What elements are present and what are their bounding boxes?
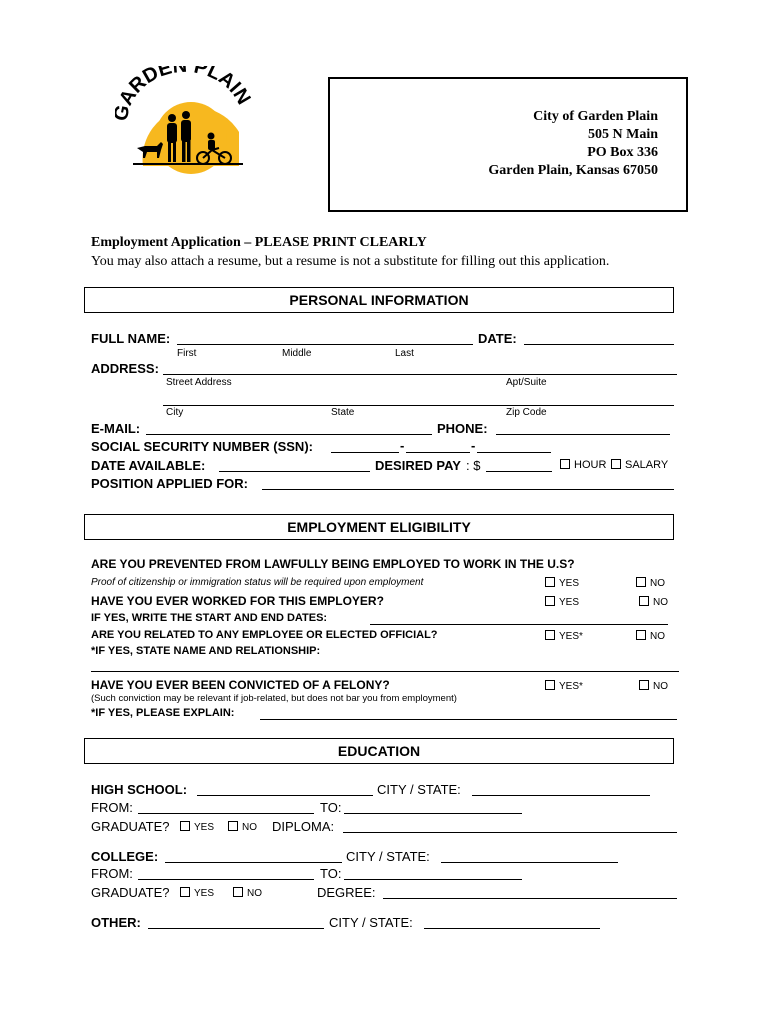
- ssn-label: SOCIAL SECURITY NUMBER (SSN):: [91, 439, 313, 454]
- desired-pay-field[interactable]: [486, 471, 552, 472]
- no-label: NO: [650, 631, 665, 642]
- full-name-field[interactable]: [177, 344, 473, 345]
- last-caption: Last: [395, 348, 414, 359]
- college-to-field[interactable]: [344, 879, 522, 880]
- college-label: COLLEGE:: [91, 849, 159, 864]
- q3-relationship-field[interactable]: [91, 671, 679, 672]
- zip-caption: Zip Code: [506, 407, 547, 418]
- middle-caption: Middle: [282, 348, 312, 359]
- high-school-field[interactable]: [197, 795, 373, 796]
- no-label: NO: [247, 888, 262, 899]
- address-line: 505 N Main: [588, 127, 658, 142]
- no-label: NO: [650, 578, 665, 589]
- ssn-field-3[interactable]: [477, 452, 551, 453]
- phone-label: PHONE:: [437, 421, 488, 436]
- checkbox-icon[interactable]: [228, 821, 238, 831]
- other-label: OTHER:: [91, 915, 141, 930]
- ssn-field-1[interactable]: [331, 452, 399, 453]
- q1-yes[interactable]: [545, 577, 579, 589]
- college-to-label: TO:: [320, 866, 342, 881]
- q2-dates-field[interactable]: [370, 624, 668, 625]
- apt-caption: Apt/Suite: [506, 377, 547, 388]
- street-field[interactable]: [163, 374, 677, 375]
- q2-dates-label: IF YES, WRITE THE START AND END DATES:: [91, 612, 328, 624]
- hs-graduate-no[interactable]: [228, 821, 257, 833]
- address-box: [328, 77, 688, 212]
- checkbox-icon[interactable]: [545, 680, 555, 690]
- degree-label: DEGREE:: [317, 885, 376, 900]
- diploma-label: DIPLOMA:: [272, 819, 335, 834]
- section-education-heading: EDUCATION: [84, 738, 674, 764]
- college-city-state-label: CITY / STATE:: [346, 849, 430, 864]
- hs-to-label: TO:: [320, 800, 342, 815]
- q4-no[interactable]: [639, 680, 668, 692]
- ssn-dash: -: [471, 438, 476, 453]
- checkbox-icon[interactable]: [611, 459, 621, 469]
- q1-no[interactable]: [636, 577, 665, 589]
- hour-label: HOUR: [574, 459, 607, 471]
- college-graduate-label: GRADUATE?: [91, 885, 170, 900]
- hs-graduate-yes[interactable]: [180, 821, 214, 833]
- checkbox-icon[interactable]: [233, 887, 243, 897]
- q4-explain-label: *IF YES, PLEASE EXPLAIN:: [91, 707, 235, 719]
- q3-label: ARE YOU RELATED TO ANY EMPLOYEE OR ELECTED OFFICIAL?: [91, 629, 438, 641]
- yes-label: YES*: [559, 681, 583, 692]
- checkbox-icon[interactable]: [560, 459, 570, 469]
- q4-explain-field[interactable]: [260, 719, 677, 720]
- yes-label: YES: [559, 578, 580, 589]
- ssn-field-2[interactable]: [406, 452, 470, 453]
- college-graduate-yes[interactable]: [180, 887, 214, 899]
- address-label: ADDRESS:: [91, 361, 159, 376]
- hs-from-field[interactable]: [138, 813, 314, 814]
- checkbox-icon[interactable]: [180, 887, 190, 897]
- svg-text:GARDEN PLAIN: ARDEN PLAIN: [115, 66, 255, 110]
- checkbox-icon[interactable]: [545, 577, 555, 587]
- state-caption: State: [331, 407, 355, 418]
- college-from-label: FROM:: [91, 866, 133, 881]
- college-graduate-no[interactable]: [233, 887, 262, 899]
- form-subtitle: You may also attach a resume, but a resume is not a substitute for filling out this application.: [91, 254, 610, 269]
- position-field[interactable]: [262, 489, 674, 490]
- date-field[interactable]: [524, 344, 674, 345]
- pay-dollar: : $: [466, 458, 481, 473]
- desired-pay-label: DESIRED PAY: [375, 458, 461, 473]
- first-caption: First: [177, 348, 197, 359]
- q1-note: Proof of citizenship or immigration status will be required upon employment: [91, 577, 424, 588]
- hs-graduate-label: GRADUATE?: [91, 819, 170, 834]
- checkbox-icon[interactable]: [180, 821, 190, 831]
- checkbox-icon[interactable]: [545, 596, 555, 606]
- checkbox-icon[interactable]: [545, 630, 555, 640]
- yes-label: YES*: [559, 631, 583, 642]
- diploma-field[interactable]: [343, 832, 677, 833]
- position-label: POSITION APPLIED FOR:: [91, 476, 248, 491]
- address-line: City of Garden Plain: [533, 109, 658, 124]
- garden-plain-logo: [115, 66, 255, 176]
- other-city-state-label: CITY / STATE:: [329, 915, 413, 930]
- ssn-dash: -: [400, 438, 405, 453]
- other-field[interactable]: [148, 928, 324, 929]
- yes-label: YES: [194, 822, 215, 833]
- address-line: PO Box 336: [587, 145, 658, 160]
- college-field[interactable]: [165, 862, 342, 863]
- hs-city-state-label: CITY / STATE:: [377, 782, 461, 797]
- full-name-label: FULL NAME:: [91, 331, 171, 346]
- yes-label: YES: [559, 597, 580, 608]
- q1-label: ARE YOU PREVENTED FROM LAWFULLY BEING EMPLOYED TO WORK IN THE U.S?: [91, 557, 575, 571]
- q4-yes[interactable]: [545, 680, 583, 692]
- high-school-label: HIGH SCHOOL:: [91, 782, 188, 797]
- date-available-field[interactable]: [219, 471, 370, 472]
- q4-note: (Such conviction may be relevant if job-related, but does not bar you from employment): [91, 693, 457, 704]
- checkbox-icon[interactable]: [636, 577, 646, 587]
- email-field[interactable]: [146, 434, 432, 435]
- no-label: NO: [653, 681, 668, 692]
- address-line: Garden Plain, Kansas 67050: [488, 163, 658, 178]
- phone-field[interactable]: [496, 434, 670, 435]
- section-eligibility-heading: EMPLOYMENT ELIGIBILITY: [84, 514, 674, 540]
- q2-yes[interactable]: [545, 596, 579, 608]
- email-label: E-MAIL:: [91, 421, 141, 436]
- q3-yes[interactable]: [545, 630, 583, 642]
- hs-to-field[interactable]: [344, 813, 522, 814]
- hs-from-label: FROM:: [91, 800, 133, 815]
- city-state-zip-field[interactable]: [163, 405, 674, 406]
- date-label: DATE:: [478, 331, 517, 346]
- city-caption: City: [166, 407, 184, 418]
- date-available-label: DATE AVAILABLE:: [91, 458, 206, 473]
- q2-label: HAVE YOU EVER WORKED FOR THIS EMPLOYER?: [91, 594, 384, 608]
- q4-label: HAVE YOU EVER BEEN CONVICTED OF A FELONY?: [91, 678, 390, 692]
- no-label: NO: [242, 822, 257, 833]
- college-city-state-field[interactable]: [441, 862, 618, 863]
- checkbox-icon[interactable]: [639, 680, 649, 690]
- hour-option[interactable]: [560, 459, 606, 471]
- degree-field[interactable]: [383, 898, 677, 899]
- checkbox-icon[interactable]: [636, 630, 646, 640]
- yes-label: YES: [194, 888, 215, 899]
- salary-option[interactable]: [611, 459, 668, 471]
- form-title: Employment Application – PLEASE PRINT CLEARLY: [91, 235, 427, 250]
- salary-label: SALARY: [625, 459, 669, 471]
- street-caption: Street Address: [166, 377, 232, 388]
- q3-no[interactable]: [636, 630, 665, 642]
- checkbox-icon[interactable]: [639, 596, 649, 606]
- q2-no[interactable]: [639, 596, 668, 608]
- college-from-field[interactable]: [138, 879, 314, 880]
- q3-note: *IF YES, STATE NAME AND RELATIONSHIP:: [91, 645, 321, 657]
- hs-city-state-field[interactable]: [472, 795, 650, 796]
- section-personal-heading: PERSONAL INFORMATION: [84, 287, 674, 313]
- no-label: NO: [653, 597, 668, 608]
- other-city-state-field[interactable]: [424, 928, 600, 929]
